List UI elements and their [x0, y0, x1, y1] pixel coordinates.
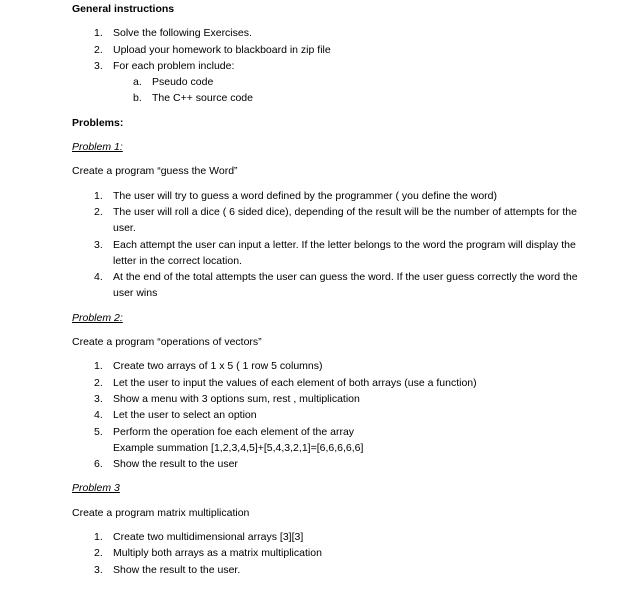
list-item	[72, 529, 586, 545]
problem-1-intro: Create a program “guess the Word”	[72, 165, 238, 178]
list-marker: 6.	[94, 458, 103, 471]
list-item	[72, 391, 586, 407]
list-text: Let the user to input the values of each element of both arrays (use a function)	[113, 376, 477, 389]
list-marker: 3.	[94, 238, 103, 251]
list-marker: 5.	[94, 425, 103, 438]
list-item	[72, 358, 586, 374]
list-item	[72, 375, 586, 391]
list-marker: 4.	[94, 271, 103, 284]
list-text: Show the result to the user	[113, 458, 238, 471]
general-instructions-list	[72, 25, 586, 106]
heading-problems: Problems:	[72, 116, 124, 129]
list-text: Pseudo code	[152, 76, 214, 89]
list-marker: a.	[133, 76, 142, 89]
list-marker: 3.	[94, 59, 103, 72]
list-marker: 3.	[94, 563, 103, 576]
list-item	[72, 42, 586, 58]
list-text: The user will roll a dice ( 6 sided dice), depending of the result will be the number of attempts for the user.	[113, 205, 577, 235]
list-marker: 1.	[94, 360, 103, 373]
list-text: Create two multidimensional arrays [3][3]	[113, 531, 304, 544]
list-text: Solve the following Exercises.	[113, 27, 252, 40]
list-item	[72, 237, 586, 270]
problem-1-list	[72, 188, 586, 302]
list-text: Let the user to select an option	[113, 409, 257, 422]
list-marker: 2.	[94, 376, 103, 389]
list-marker: 2.	[94, 205, 103, 218]
problem-3-intro: Create a program matrix multiplication	[72, 506, 250, 519]
list-text: Multiply both arrays as a matrix multiplication	[113, 547, 322, 560]
list-sub-item	[72, 74, 586, 90]
list-text: Upload your homework to blackboard in zip file	[113, 43, 331, 56]
list-item	[72, 407, 586, 423]
list-sub-item	[72, 90, 586, 106]
list-text: Perform the operation foe each element of the array	[113, 425, 355, 438]
list-marker: 2.	[94, 43, 103, 56]
list-marker: 1.	[94, 531, 103, 544]
list-text: Create two arrays of 1 x 5 ( 1 row 5 columns)	[113, 360, 323, 373]
problem-2-heading: Problem 2:	[72, 311, 123, 324]
list-marker: 3.	[94, 392, 103, 405]
problem-2-list	[72, 358, 586, 472]
list-text: For each problem include:	[113, 59, 235, 72]
list-marker: 1.	[94, 27, 103, 40]
heading-general-instructions: General instructions	[72, 3, 175, 15]
list-item	[72, 204, 586, 237]
list-item	[72, 424, 586, 457]
problem-1-heading: Problem 1:	[72, 141, 123, 154]
list-item	[72, 58, 586, 74]
list-text: Each attempt the user can input a letter. If the letter belongs to the word the program will display the letter in the correct location.	[113, 238, 576, 267]
problem-2-intro: Create a program “operations of vectors”	[72, 336, 262, 349]
list-text: The user will try to guess a word defined by the programmer ( you define the word)	[113, 189, 498, 202]
list-marker: 4.	[94, 409, 103, 422]
list-item	[72, 456, 586, 472]
problem-3-heading: Problem 3	[72, 482, 120, 495]
list-text: At the end of the total attempts the user can guess the word. If the user guess correctly the word the user wins	[113, 271, 578, 300]
list-item	[72, 562, 586, 578]
list-item	[72, 188, 586, 204]
list-text: The C++ source code	[152, 92, 253, 105]
problem-3-list	[72, 529, 586, 578]
list-marker: 1.	[94, 189, 103, 202]
list-text-continuation: Example summation [1,2,3,4,5]+[5,4,3,2,1]=[6,6,6,6,6]	[113, 441, 364, 454]
list-text: Show the result to the user.	[113, 563, 241, 576]
list-marker: 2.	[94, 547, 103, 560]
list-text: Show a menu with 3 options sum, rest , multiplication	[113, 392, 360, 405]
list-marker: b.	[133, 92, 142, 105]
list-item	[72, 545, 586, 561]
list-item	[72, 25, 586, 41]
list-item	[72, 269, 586, 302]
